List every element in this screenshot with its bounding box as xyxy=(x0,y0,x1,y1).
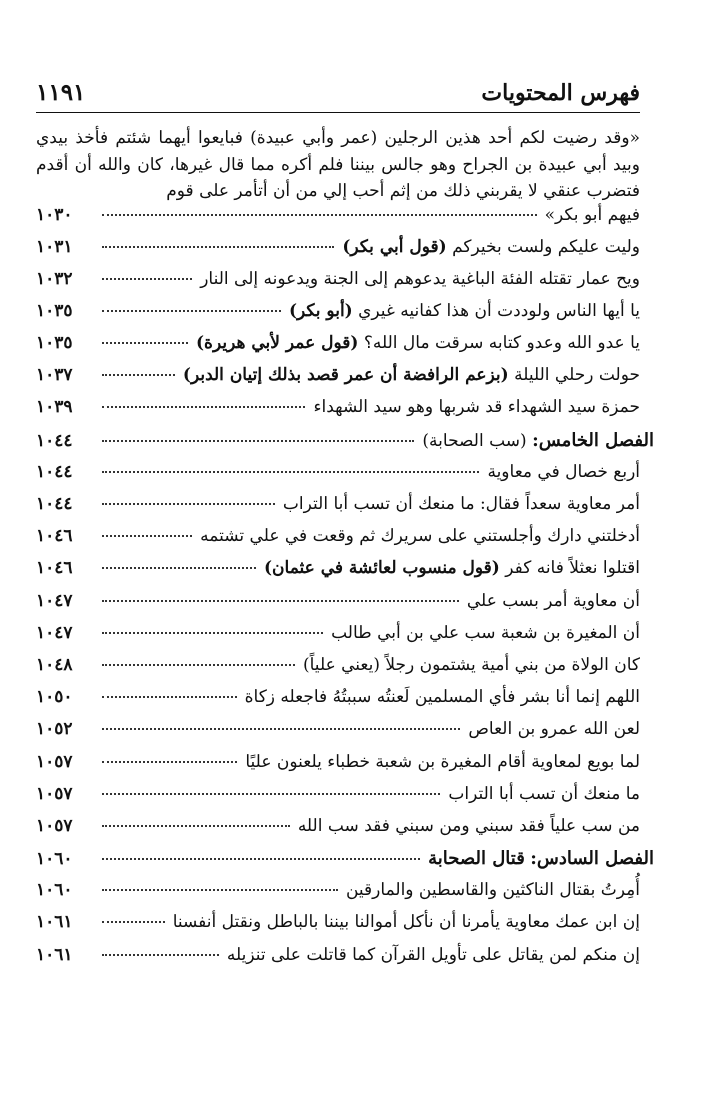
toc-entry xyxy=(36,752,640,784)
header-page-number: ١١٩١ xyxy=(36,79,86,106)
leader-dots xyxy=(102,277,192,280)
leader-dots xyxy=(102,663,295,666)
entry-text: أُمِرتُ بقتال الناكثين والقاسطين والمارقين xyxy=(345,880,640,901)
entry-page-number: ١٠٤٦ xyxy=(36,558,73,579)
entry-page-number: ١٠٤٤ xyxy=(36,430,73,451)
toc-chapter-heading xyxy=(36,430,654,462)
entry-page-number: ١٠٣٥ xyxy=(36,300,73,321)
intro-paragraph-end xyxy=(36,205,640,237)
toc-entry xyxy=(36,784,640,816)
entry-page-number: ١٠٣٠ xyxy=(36,204,73,225)
leader-dots xyxy=(102,470,479,473)
toc-entry xyxy=(36,365,640,397)
toc-entry xyxy=(36,687,640,719)
leader-dots xyxy=(102,341,188,344)
entry-text: حولت رحلي الليلة (بزعم الرافضة أن عمر قصد بذلك إتيان الدبر) xyxy=(182,365,640,386)
entry-text: من سب علياً فقد سبني ومن سبني فقد سب الله xyxy=(297,815,640,836)
entry-text: اللهم إنما أنا بشر فأي المسلمين لَعنتُه سببتُهُ فاجعله زكاة xyxy=(244,687,640,708)
entry-text: إن منكم لمن يقاتل على تأويل القرآن كما قاتلت على تنزيله xyxy=(226,944,640,965)
entry-page-number: ١٠٤٧ xyxy=(36,590,73,611)
leader-dots xyxy=(102,824,290,827)
entry-page-number: ١٠٥٧ xyxy=(36,783,73,804)
toc-entry xyxy=(36,591,640,623)
toc-entry xyxy=(36,269,640,301)
entry-page-number: ١٠٣٩ xyxy=(36,397,73,418)
toc-entry xyxy=(36,333,640,365)
leader-dots xyxy=(102,760,237,763)
entry-text: حمزة سيد الشهداء قد شربها وهو سيد الشهداء xyxy=(313,397,640,418)
leader-dots xyxy=(102,695,237,698)
toc-entry xyxy=(36,237,640,269)
entry-page-number: ١٠٥٢ xyxy=(36,719,73,740)
leader-dots xyxy=(102,213,537,216)
entry-page-number: ١٠٥٧ xyxy=(36,815,73,836)
entry-text: لعن الله عمرو بن العاص xyxy=(468,719,640,740)
entry-page-number: ١٠٥٧ xyxy=(36,751,73,772)
page-header xyxy=(36,78,640,113)
leader-dots xyxy=(102,439,414,442)
leader-dots xyxy=(102,631,323,634)
entry-page-number: ١٠٦٠ xyxy=(36,849,73,870)
entry-page-number: ١٠٦١ xyxy=(36,944,73,965)
entry-text: أربع خصال في معاوية xyxy=(487,461,640,482)
leader-dots xyxy=(102,792,440,795)
toc-entry xyxy=(36,301,640,333)
leader-dots xyxy=(102,373,175,376)
entry-page-number: ١٠٦٠ xyxy=(36,880,73,901)
entry-text: أدخلتني دارك وأجلستني على سريرك ثم وقعت في علي تشتمه xyxy=(200,526,640,547)
leader-dots xyxy=(102,566,256,569)
entry-page-number: ١٠٤٨ xyxy=(36,654,73,675)
entry-text: أن معاوية أمر بسب علي xyxy=(466,590,640,611)
toc-entry xyxy=(36,880,640,912)
toc-entry xyxy=(36,719,640,751)
entry-text: الفصل الخامس: (سب الصحابة) xyxy=(422,429,654,451)
leader-dots xyxy=(102,953,219,956)
leader-dots xyxy=(102,405,305,408)
entry-page-number: ١٠٣١ xyxy=(36,236,73,257)
toc-entry xyxy=(36,558,640,590)
toc-entry xyxy=(36,462,640,494)
leader-dots xyxy=(102,245,334,248)
leader-dots xyxy=(102,888,338,891)
entry-page-number: ١٠٣٧ xyxy=(36,365,73,386)
entry-page-number: ١٠٤٦ xyxy=(36,526,73,547)
entry-text: يا عدو الله وعدو كتابه سرقت مال الله؟ (قول عمر لأبي هريرة) xyxy=(196,333,640,354)
entry-page-number: ١٠٥٠ xyxy=(36,687,73,708)
entry-text: كان الولاة من بني أمية يشتمون رجلاً (يعني علياً) xyxy=(303,654,640,675)
entry-page-number: ١٠٤٧ xyxy=(36,622,73,643)
entry-page-number: ١٠٦١ xyxy=(36,912,73,933)
entry-text: أن المغيرة بن شعبة سب علي بن أبي طالب xyxy=(331,622,640,643)
toc-entry xyxy=(36,623,640,655)
entry-page-number: ١٠٣٢ xyxy=(36,268,73,289)
leader-dots xyxy=(102,309,281,312)
toc-entry xyxy=(36,494,640,526)
leader-dots xyxy=(102,599,459,602)
entry-text: ما منعك أن تسب أبا التراب xyxy=(448,783,640,804)
leader-dots xyxy=(102,857,420,860)
intro-paragraph-last-line: فيهم أبو بكر» xyxy=(544,204,640,225)
leader-dots xyxy=(102,534,192,537)
entry-text: ويح عمار تقتله الفئة الباغية يدعوهم إلى الجنة ويدعونه إلى النار xyxy=(200,268,640,289)
entry-text: الفصل السادس: قتال الصحابة xyxy=(428,848,654,870)
intro-paragraph: «وقد رضيت لكم أحد هذين الرجلين (عمر وأبي عبيدة) فبايعوا أيهما شئتم فأخذ بيدي وبيد أبي عبيدة بن الجراح وهو جالس بيننا فلم أكره مما قال غيرها، كان والله أن أقدم فتضرب عنقي لا يقربني ذلك من إثم أحب إلي من أن أتأمر على قوم xyxy=(36,128,640,201)
entry-text: اقتلوا نعثلاً فانه كفر (قول منسوب لعائشة في عثمان) xyxy=(263,558,640,579)
page xyxy=(36,78,654,1078)
header-title: فهرس المحتويات xyxy=(481,80,640,106)
toc-entry xyxy=(36,912,640,944)
toc-entry xyxy=(36,655,640,687)
toc-entry xyxy=(36,397,640,429)
toc-entry xyxy=(36,526,640,558)
entry-page-number: ١٠٤٤ xyxy=(36,494,73,514)
toc-chapter-heading xyxy=(36,848,654,880)
entry-text: لما بويع لمعاوية أقام المغيرة بن شعبة خطباء يلعنون عليًا xyxy=(245,751,640,772)
leader-dots xyxy=(102,920,165,923)
entry-page-number: ١٠٤٤ xyxy=(36,461,73,482)
entry-page-number: ١٠٣٥ xyxy=(36,333,73,354)
toc-entry xyxy=(36,945,640,977)
toc-entry xyxy=(36,816,640,848)
entry-text: وليت عليكم ولست بخيركم (قول أبي بكر) xyxy=(342,236,640,257)
entry-text: أمر معاوية سعداً فقال: ما منعك أن تسب أبا التراب xyxy=(282,494,640,514)
entry-text: يا أيها الناس ولوددت أن هذا كفانيه غيري (أبو بكر) xyxy=(288,300,640,321)
entry-text: إن ابن عمك معاوية يأمرنا أن نأكل أموالنا بيننا بالباطل ونقتل أنفسنا xyxy=(172,912,640,933)
leader-dots xyxy=(102,502,275,505)
leader-dots xyxy=(102,727,460,730)
